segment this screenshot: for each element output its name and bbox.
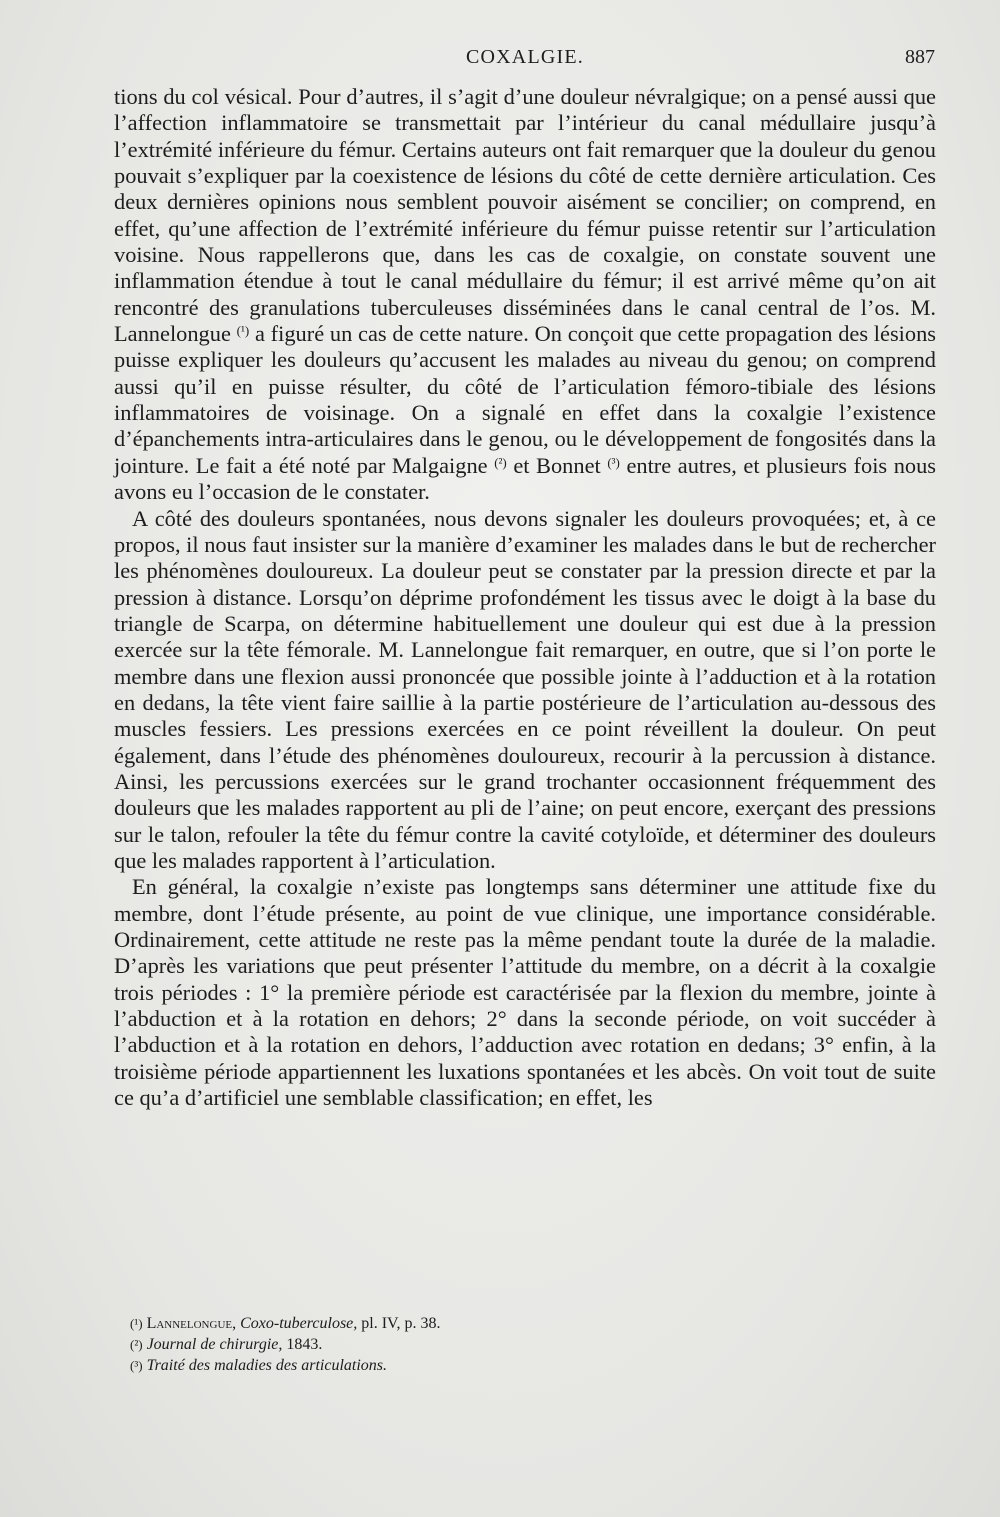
footnote-1 (130, 1313, 930, 1334)
footnote-1-rest: pl. IV, p. 38. (357, 1315, 441, 1332)
paragraph-3 (114, 874, 936, 1111)
footnote-3-mark: (³) (130, 1358, 143, 1373)
paragraph-1-text-a: tions du col vésical. Pour d’autres, il s’agit d’une douleur névralgique; on a pensé aussi que l’affection inflammatoire se transmettait par l’intérieur du canal médullaire jusqu’à l’extrémité inférieure du fémur. Certains auteurs ont fait remarquer que la douleur du genou pouvait s’expliquer par la coexistence de lésions du côté de cette dernière articulation. Ces deux dernières opinions nous semblent pouvoir aisément se concilier; on comprend, en effet, qu’une affection de l’extrémité inférieure du fémur puisse retentir sur l’articulation voisine. Nous rappellerons que, dans les cas de coxalgie, on constate souvent une inflammation étendue à tout le canal médullaire du fémur; il est arrivé même qu’on ait rencontré des granulations tuberculeuses disséminées dans le canal central de l’os. M. Lannelongue (114, 84, 936, 347)
paragraph-2 (114, 506, 936, 875)
footnote-2-mark: (²) (130, 1337, 143, 1352)
footnotes (130, 1313, 930, 1376)
paragraph-1 (114, 84, 936, 506)
footnote-1-work: Coxo-tuberculose, (240, 1315, 358, 1332)
page-number: 887 (905, 46, 935, 68)
footnote-2-work: Journal de chirurgie, (146, 1336, 283, 1353)
paragraph-1-text-d: entre autres, et plusieurs fois nous avons eu l’occasion de le constater. (114, 452, 936, 505)
footnote-2 (130, 1334, 930, 1355)
footnote-2-rest: 1843. (282, 1336, 323, 1353)
footnote-1-author: Lannelongue, (146, 1315, 237, 1332)
footnote-ref-1: (¹) (236, 323, 250, 339)
footnote-ref-3: (³) (607, 454, 620, 470)
footnote-3 (130, 1355, 930, 1376)
footnote-3-work: Traité des maladies des articulations. (146, 1357, 388, 1374)
running-title: COXALGIE. (465, 46, 584, 68)
body-text (114, 84, 936, 1111)
paragraph-2-text: A côté des douleurs spontanées, nous devons signaler les douleurs provoquées; et, à ce propos, il nous faut insister sur la manière d’examiner les malades dans le but de rechercher les phénomènes douloureux. La douleur peut se constater par la pression directe et par la pression à distance. Lorsqu’on déprime profondément les tissus avec le doigt à la base du triangle de Scarpa, on détermine habituellement une douleur qui est due à la pression exercée sur la tête fémorale. M. Lannelongue fait remarquer, en outre, que si l’on porte le membre dans une flexion aussi prononcée que possible jointe à l’adduction et à la rotation en dedans, la tête vient faire saillie à la partie postérieure de l’articulation au-dessous des muscles fessiers. Les pressions exercées en ce point réveillent la douleur. On peut également, dans l’étude des phénomènes douloureux, recourir à la percussion à distance. Ainsi, les percussions exercées sur le grand trochanter occasionnent fréquemment des douleurs que les malades rapportent au pli de l’aine; on peut encore, exerçant des pressions sur le talon, refouler la tête du fémur contre la cavité cotyloïde, et déterminer des douleurs que les malades rapportent à l’articulation. (114, 505, 936, 873)
running-head (115, 46, 935, 76)
footnote-ref-2: (²) (494, 454, 507, 470)
paragraph-1-text-b: a figuré un cas de cette nature. On conçoit que cette propagation des lésions puisse expliquer les douleurs qu’accusent les malades au niveau du genou; on comprend aussi qu’il en puisse résulter, du côté de l’articulation fémoro-tibiale des lésions inflammatoires de voisinage. On a signalé en effet dans la coxalgie l’existence d’épanchements intra-articulaires dans le genou, ou le développement de fongosités dans la jointure. Le fait a été noté par Malgaigne (114, 321, 937, 478)
paragraph-3-text: En général, la coxalgie n’existe pas longtemps sans déterminer une attitude fixe du membre, dont l’étude présente, au point de vue clinique, une importance considérable. Ordinairement, cette attitude ne reste pas la même pendant toute la durée de la maladie. D’après les variations que peut présenter l’attitude du membre, on a décrit à la coxalgie trois périodes : 1° la première période est caractérisée par la flexion du membre, jointe à l’abduction et à la rotation en dehors; 2° dans la seconde période, on voit succéder à l’abduction et à la rotation en dehors, l’adduction avec rotation en dedans; 3° enfin, à la troisième période appartiennent les luxations spontanées et les abcès. On voit tout de suite ce qu’a d’artificiel une semblable classification; en effet, les (114, 874, 936, 1111)
paragraph-1-text-c: et Bonnet (506, 452, 608, 478)
footnote-1-mark: (¹) (130, 1316, 143, 1331)
